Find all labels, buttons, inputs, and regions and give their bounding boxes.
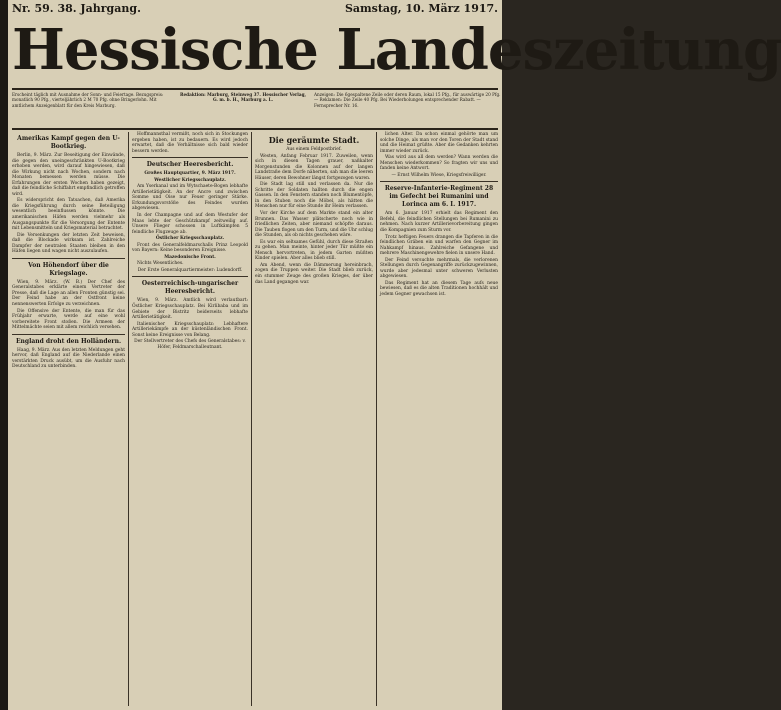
article-paragraph: Die Offensive der Entente, die man für das Frühjahr erwarte, werde auf eine wohl vorbereitete Front stoßen. Die Armeen der Mittelmächte seien mit allem reichlich versehen. <box>12 308 125 331</box>
column-rule <box>376 132 377 706</box>
article-paragraph: Wien, 9. März. (W. B.) Der Chef des Generalstabes erklärte einem Vertreter der Presse, daß die Lage an allen Fronten günstig sei. Der Feind habe an der Ostfront keine nennenswerten Erfolge zu verzeichnen. <box>12 279 125 308</box>
headline-heeresbericht: Deutscher Heeresbericht. <box>146 161 234 169</box>
info-rule <box>12 128 498 130</box>
article-paragraph: Die Stadt lag still und verlassen da. Nur die Schritte der Soldaten hallten durch die engen Gassen. In den Fenstern standen noch Blumentöpfe, in den Stuben noch die Möbel, als hätten die Menschen nur für eine Stunde ihr Heim verlassen. <box>255 182 373 210</box>
headline-england: England droht den Holländern. <box>15 337 122 345</box>
article-paragraph: lichen Alter. Da schon einmal gehörte man um solche Dinge, als man vor den Toren der Stadt stand und die Heimat grüßte. Aber die Gedanken kehrten immer wieder zurück. <box>380 132 498 154</box>
column-rule <box>128 132 129 706</box>
column-4 <box>380 132 498 706</box>
headline-kriegslage: Von Höhendorf über die Kriegslage. <box>28 261 109 277</box>
article-paragraph: Am Yserkanal und im Wytschaete-Bogen lebhafte Artillerietätigkeit. An der Ancre und zwischen Somme und Oise nur Feuer geringer Stärke. Erkundungsvorstöße des Feindes wurden abgewiesen. <box>132 184 248 212</box>
article-paragraph: Der Feind versuchte mehrmals, die verlorenen Stellungen durch Gegenangriffe zurückzugewinnen, wurde aber jedesmal unter schweren Verlusten abgewiesen. <box>380 257 498 280</box>
divider <box>12 258 125 259</box>
article-paragraph: Das Regiment hat an diesem Tage aufs neue bewiesen, daß es die alten Traditionen hochhält und jedem Gegner gewachsen ist. <box>380 280 498 298</box>
article-paragraph: Westen, Anfang Februar 1917. Zuweilen, wenn sich in diesen Tagen grauer, naßkalter Morgenstunden die Kolonnen auf der langen Landstraße dem Dorfe näherten, sah man die leeren Häuser, deren Bewohner längst fortgezogen waren. <box>255 153 373 181</box>
info-publisher: Redaktion: Marburg, Steinweg 37. Hessischer Verlag, G. m. b. H., Marburg a. L. <box>180 92 306 103</box>
divider <box>380 181 498 182</box>
article-paragraph: Was wird aus all dem werden? Wann werden die Menschen wiederkommen? So fragten wir uns und fanden keine Antwort. <box>380 155 498 172</box>
issue-date: Samstag, 10. März 1917. <box>344 2 498 15</box>
dateline: Großes Hauptquartier, 9. März 1917. <box>144 171 236 177</box>
article-paragraph: Haag, 9. März. Aus den letzten Meldungen geht hervor, daß England auf die Niederlande einen verstärkten Druck ausübt, um die Ausfuhr nach Deutschland zu unterbinden. <box>12 347 125 370</box>
headline-regiment: Reserve-Infanterie-Regiment 28 im Gefecht bei Rumanini und Lorinca am 6. I. 1917. <box>384 185 494 209</box>
article-paragraph: Es war ein seltsames Gefühl, durch diese Straßen zu gehen. Man meinte, hinter jeder Tür müßte ein Mensch hervortreten, in jedem Garten müßten Kinder spielen. Aber alles blieb still. <box>255 239 373 262</box>
article-paragraph: Am Abend, wenn die Dämmerung hereinbrach, zogen die Truppen weiter. Die Stadt blieb zurück, ein stummer Zeuge des großen Krieges, der über das Land gegangen war. <box>255 262 373 285</box>
issue-number: Nr. 59. 38. Jahrgang. <box>12 2 141 15</box>
column-rule <box>251 132 252 706</box>
subheading: Mazedonische Front. <box>164 254 216 260</box>
divider <box>132 276 248 277</box>
article-paragraph: Die Versenkungen der letzten Zeit beweisen, daß die Blockade wirksam ist. Zahlreiche Dampfer der neutralen Staaten bleiben in den Häfen liegen und wagen nicht auszulaufen. <box>12 232 125 255</box>
info-advertising: Anzeigen: Die 6gespaltene Zeile oder deren Raum, lokal 15 Pfg., für auswärtige 20 Pfg. — Reklamen: Die Zeile 40 Pfg. Bei Wiederholungen entsprechender Rabatt. — Fernsprecher Nr. 16. <box>314 92 501 108</box>
article-paragraph: Wien, 9. März. Amtlich wird verlautbart: Östlicher Kriegsschauplatz. Bei Kirlibaba und im Gebiete der Bistritz beiderseits lebhafte Artillerietätigkeit. <box>132 298 248 321</box>
headline-oesterreich: Oesterreichisch-ungarischer Heeresbericht. <box>141 280 239 296</box>
column-2 <box>132 132 248 706</box>
article-paragraph: Vor der Kirche auf dem Markte stand ein alter Brunnen. Das Wasser plätscherte noch wie in friedlichen Zeiten, aber niemand schöpfte daraus. Die Tauben flogen um den Turm, und die Uhr schlug die Stunden, als ob nichts geschehen wäre. <box>255 211 373 239</box>
title-rule <box>12 88 498 90</box>
article-paragraph: Nichts Wesentliches. <box>137 261 184 267</box>
headline-ubootkrieg: Amerikas Kampf gegen den U-Bootkrieg. <box>17 135 120 150</box>
article-paragraph: Front des Generalfeldmarschalls Prinz Leopold von Bayern: Keine besonderen Ereignisse. <box>132 242 248 254</box>
divider <box>132 157 248 158</box>
article-paragraph: In der Champagne und auf dem Westufer der Maas lebte der Geschützkampf zeitweilig auf. Unsere Flieger schossen in Luftkämpfen 5 feindliche Flugzeuge ab. <box>132 213 248 235</box>
column-1 <box>12 132 125 706</box>
signature: Der Stellvertreter des Chefs des Generalstabes: v. Höfer, Feldmarschalleutnant. <box>134 339 246 350</box>
article-paragraph: Italienischer Kriegsschauplatz: Lebhaftere Artilleriekämpfe an der küstenländischen Front. Sonst keine Ereignisse von Belang. <box>132 321 248 338</box>
headline-geraeumte-stadt: Die geräumte Stadt. <box>268 135 360 145</box>
signature: — Ernst Wilhelm Wiese, Kriegsfreiwilliger. <box>391 172 487 178</box>
signature: Der Erste Generalquartiermeister: Ludendorff. <box>137 267 243 273</box>
column-3 <box>255 132 373 706</box>
subheading: Östlicher Kriegsschauplatz. <box>155 236 225 242</box>
divider <box>12 334 125 335</box>
scan-edge <box>0 0 8 710</box>
info-bar <box>12 92 501 126</box>
newspaper-title: Hessische Landeszeitung <box>12 17 781 83</box>
newspaper-page <box>8 0 781 710</box>
article-paragraph: Am 6. Januar 1917 erhielt das Regiment den Befehl, die feindlichen Stellungen bei Rumanini zu nehmen. Nach kurzer Artillerievorbereitung gingen die Kompagnien zum Sturm vor. <box>380 211 498 234</box>
article-paragraph: Hoffmannsthal vermißt, noch sich in Stockungen ergeben haben, ist zu bedauern. Es wird jedoch erwartet, daß die Verhältnisse sich bald wieder bessern werden. <box>132 132 248 154</box>
subheading: Westlicher Kriegsschauplatz. <box>154 177 226 183</box>
subheading: Aus einem Feldpostbrief. <box>286 147 342 152</box>
article-paragraph: Berlin, 9. März. Zur Beseitigung der Einwände, die gegen den uneingeschränkten U-Bootkrieg erhoben werden, wird darauf hingewiesen, daß die Wirkung nicht nach Wochen, sondern nach Monaten bemessen werden müsse. Die Erfahrungen der ersten Wochen haben gezeigt, daß die feindliche Schiffahrt empfindlich getroffen wird. <box>12 153 125 197</box>
article-paragraph: Trotz heftigen Feuers drangen die Tapferen in die feindlichen Gräben ein und warfen den Gegner im Nahkampf hinaus. Zahlreiche Gefangene und mehrere Maschinengewehre fielen in unsere Hand. <box>380 234 498 257</box>
article-paragraph: Es widerspricht den Tatsachen, daß Amerika die Kriegsführung durch seine Beteiligung wesentlich beeinflussen könnte. Die amerikanischen Häfen werden vielmehr als Ausgangspunkte für die Versorgung der Entente mit Lebensmitteln und Kriegsmaterial betrachtet. <box>12 198 125 232</box>
info-subscription: Erscheint täglich mit Ausnahme der Sonn- und Feiertage. Bezugspreis: monatlich 90 Pfg., vierteljährlich 2 M 70 Pfg. ohne Bringerlohn. Mit amtlichem Anzeigenblatt für den Kreis Marburg. <box>12 92 164 108</box>
